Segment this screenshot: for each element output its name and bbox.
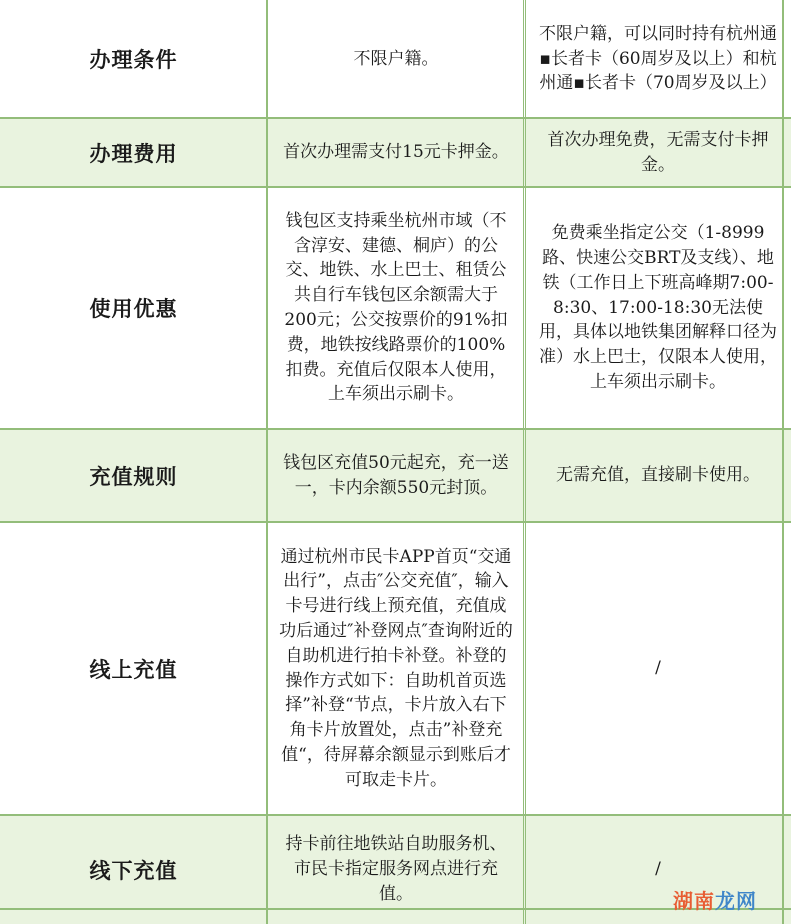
row-divider (0, 186, 791, 188)
col3-cell (525, 118, 791, 187)
col2-text: 通过杭州市民卡APP首页“交通出行”，点击″公交充值″，输入卡号进行线上预充值，充值成功后通过″补登网点″查询附近的自助机进行拍卡补登。补登的操作方式如下：自助机首页选择”补登“节点，卡片放入右下角卡片放置处，点击”补登充值“，待屏幕余额显示到账后才可取走卡片。 (279, 546, 513, 790)
row-label: 办理费用 (89, 142, 178, 166)
row-divider (0, 117, 791, 119)
col3-text: 首次办理免费，无需支付卡押金。 (547, 129, 769, 175)
col2-text: 首次办理需支付15元卡押金。 (283, 142, 509, 163)
watermark-part2: 龙网 (715, 889, 757, 913)
row-divider (0, 814, 791, 816)
column-divider (782, 0, 784, 924)
col3-cell (525, 0, 791, 118)
column-divider (266, 0, 268, 924)
table-row (0, 429, 791, 522)
row-label-cell (0, 0, 267, 118)
row-label: 办理条件 (89, 49, 178, 72)
col2-cell (267, 118, 525, 187)
column-divider (523, 0, 526, 924)
row-label: 线下充值 (89, 859, 178, 883)
col2-text: 钱包区支持乘坐杭州市域（不含淳安、建德、桐庐）的公交、地铁、水上巴士、租赁公共自行车钱包区余额需大于200元；公交按票价的91%扣费，地铁按线路票价的100%扣费。充值后仅限本人使用，上车须出示刷卡。 (284, 210, 508, 405)
row-divider (0, 521, 791, 523)
watermark-part1: 湖南 (673, 889, 715, 913)
row-label-cell (0, 118, 267, 187)
table-row (0, 187, 791, 429)
col3-cell (525, 522, 791, 815)
col2-cell (267, 522, 525, 815)
col3-text: / (655, 658, 661, 679)
col3-cell (525, 187, 791, 429)
row-label-cell (0, 522, 267, 815)
row-label: 使用优惠 (89, 298, 178, 321)
col3-text: 无需充值，直接刷卡使用。 (556, 465, 760, 486)
row-label-cell (0, 187, 267, 429)
watermark-logo (673, 885, 757, 914)
col3-text: / (655, 859, 661, 880)
row-label: 充值规则 (89, 465, 178, 489)
col3-cell (525, 429, 791, 522)
col2-text: 持卡前往地铁站自助服务机、市民卡指定服务网点进行充值。 (285, 834, 507, 904)
table-row (0, 522, 791, 815)
table-row (0, 118, 791, 187)
row-label: 线上充值 (89, 658, 178, 682)
col2-cell (267, 187, 525, 429)
row-divider (0, 428, 791, 430)
col2-text: 钱包区充值50元起充，充一送一，卡内余额550元封顶。 (283, 452, 509, 498)
col3-text: 不限户籍，可以同时持有杭州通▪长者卡（60周岁及以上）和杭州通▪长者卡（70周岁及以上） (539, 23, 777, 94)
table-row (0, 0, 791, 118)
row-label-cell (0, 429, 267, 522)
col2-cell (267, 429, 525, 522)
col2-text: 不限户籍。 (353, 48, 439, 69)
col2-cell (267, 0, 525, 118)
col3-text: 免费乘坐指定公交（1-8999路、快速公交BRT及支线）、地铁（工作日上下班高峰期7:00-8:30、17:00-18:30无法使用，具体以地铁集团解释口径为准）水上巴士，仅限本人使用，上车须出示刷卡。 (539, 223, 777, 392)
